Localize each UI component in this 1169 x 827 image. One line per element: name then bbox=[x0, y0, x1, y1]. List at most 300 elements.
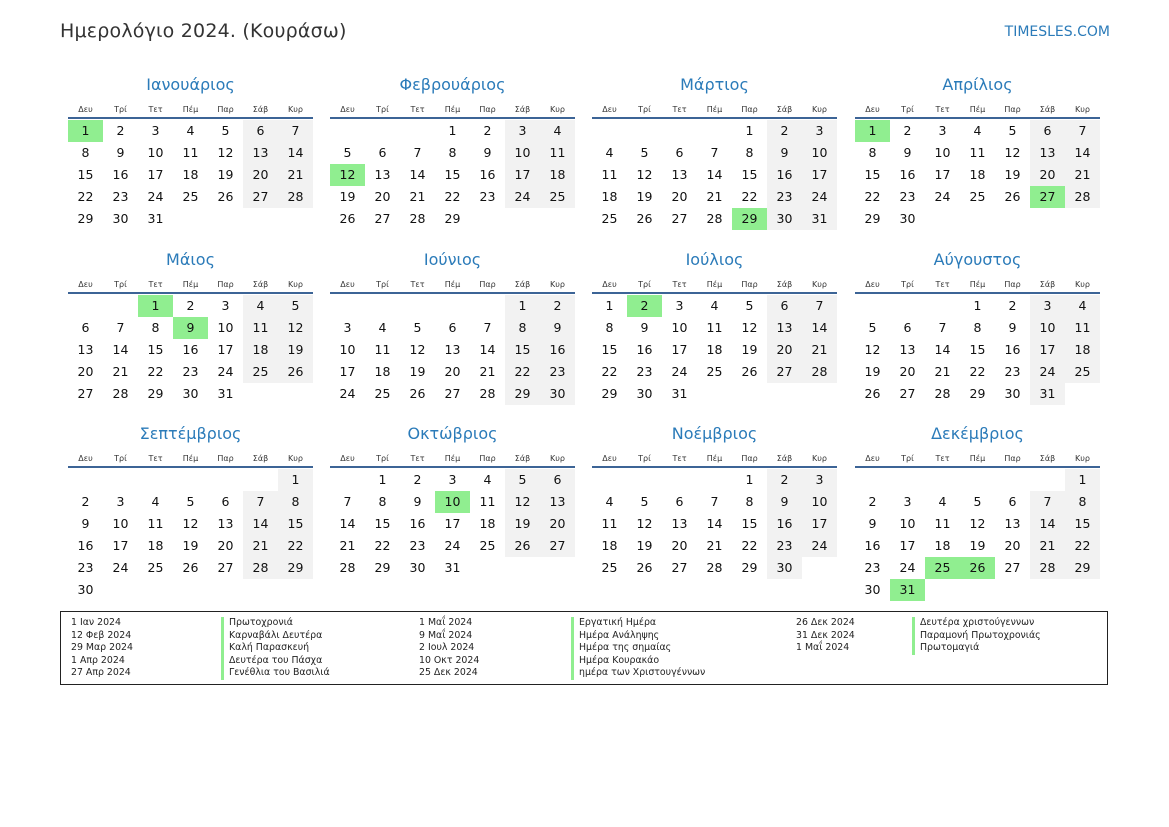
holiday-day-cell: 1 bbox=[855, 120, 890, 142]
day-cell: 14 bbox=[1065, 142, 1100, 164]
weekday-label: Τετ bbox=[148, 280, 163, 289]
day-cell: 20 bbox=[374, 189, 391, 204]
day-cell: 19 bbox=[505, 513, 540, 535]
day-cell: 17 bbox=[802, 164, 837, 186]
weekday-label: Τρί bbox=[638, 280, 651, 289]
day-cell: 24 bbox=[899, 560, 916, 575]
weekday-label: Πέμ bbox=[444, 280, 461, 289]
day-cell: 30 bbox=[767, 208, 802, 230]
day-cell: 15 bbox=[601, 342, 618, 357]
day-cell: 28 bbox=[243, 557, 278, 579]
weekday-label: Σάβ bbox=[252, 280, 269, 289]
legend-dates-3 bbox=[796, 617, 855, 655]
holiday-day-cell: 10 bbox=[435, 491, 470, 513]
weekday-header bbox=[855, 271, 1100, 294]
day-cell: 11 bbox=[540, 142, 575, 164]
day-cell: 14 bbox=[409, 167, 426, 182]
day-cell: 16 bbox=[864, 538, 881, 553]
day-cell: 3 bbox=[505, 120, 540, 142]
days-grid bbox=[330, 120, 575, 230]
weekday-label: Δευ bbox=[602, 280, 617, 289]
day-cell: 19 bbox=[217, 167, 234, 182]
day-cell: 16 bbox=[182, 342, 199, 357]
day-cell: 19 bbox=[278, 339, 313, 361]
month-name: Οκτώβριος bbox=[407, 424, 498, 443]
day-cell: 7 bbox=[243, 491, 278, 513]
days-grid bbox=[855, 295, 1100, 405]
day-cell: 3 bbox=[938, 123, 947, 138]
weekday-label: Σάβ bbox=[514, 454, 531, 463]
day-cell: 14 bbox=[706, 167, 723, 182]
day-cell: 30 bbox=[182, 386, 199, 401]
day-cell: 7 bbox=[278, 120, 313, 142]
holiday-legend bbox=[60, 611, 1108, 685]
month-name: Μάιος bbox=[166, 250, 215, 269]
day-cell: 23 bbox=[864, 560, 881, 575]
day-cell: 6 bbox=[767, 295, 802, 317]
weekday-label: Τρί bbox=[901, 105, 914, 114]
weekday-header bbox=[592, 271, 837, 294]
day-cell: 14 bbox=[802, 317, 837, 339]
day-cell: 16 bbox=[77, 538, 94, 553]
day-cell: 22 bbox=[444, 189, 461, 204]
day-cell: 26 bbox=[182, 560, 199, 575]
day-cell: 23 bbox=[1004, 364, 1021, 379]
legend-date: 1 Μαΐ 2024 bbox=[796, 642, 850, 654]
legend-holiday-name: Γενέθλια του Βασιλιά bbox=[221, 667, 330, 680]
day-cell: 21 bbox=[409, 189, 426, 204]
day-cell: 3 bbox=[448, 472, 457, 487]
weekday-label: Τετ bbox=[148, 454, 163, 463]
day-cell: 17 bbox=[802, 513, 837, 535]
day-cell: 27 bbox=[77, 386, 94, 401]
weekday-label: Πέμ bbox=[182, 280, 199, 289]
day-cell: 29 bbox=[77, 211, 94, 226]
day-cell: 10 bbox=[339, 342, 356, 357]
day-cell: 4 bbox=[540, 120, 575, 142]
weekday-label: Παρ bbox=[479, 280, 496, 289]
day-cell: 15 bbox=[147, 342, 164, 357]
day-cell: 29 bbox=[278, 557, 313, 579]
day-cell: 25 bbox=[540, 186, 575, 208]
day-cell: 29 bbox=[741, 560, 758, 575]
day-cell: 27 bbox=[767, 361, 802, 383]
empty-cell bbox=[890, 469, 925, 491]
day-cell: 21 bbox=[243, 535, 278, 557]
day-cell: 20 bbox=[243, 164, 278, 186]
day-cell: 27 bbox=[671, 211, 688, 226]
day-cell: 11 bbox=[374, 342, 391, 357]
day-cell: 15 bbox=[374, 516, 391, 531]
day-cell: 7 bbox=[938, 320, 947, 335]
day-cell: 7 bbox=[802, 295, 837, 317]
legend-date: 12 Φεβ 2024 bbox=[71, 629, 132, 641]
days-grid bbox=[330, 469, 575, 579]
day-cell: 11 bbox=[601, 516, 618, 531]
day-cell: 12 bbox=[741, 320, 758, 335]
day-cell: 28 bbox=[1065, 186, 1100, 208]
holiday-day-cell: 26 bbox=[960, 557, 995, 579]
day-cell: 13 bbox=[444, 342, 461, 357]
day-cell: 11 bbox=[243, 317, 278, 339]
day-cell: 31 bbox=[147, 211, 164, 226]
day-cell: 23 bbox=[182, 364, 199, 379]
weekday-label: Παρ bbox=[1004, 280, 1021, 289]
empty-cell bbox=[68, 295, 103, 317]
weekday-label: Τρί bbox=[376, 280, 389, 289]
empty-cell bbox=[890, 295, 925, 317]
empty-cell bbox=[243, 469, 278, 491]
day-cell: 24 bbox=[147, 189, 164, 204]
day-cell: 2 bbox=[186, 298, 195, 313]
empty-cell bbox=[592, 469, 627, 491]
day-cell: 20 bbox=[444, 364, 461, 379]
day-cell: 20 bbox=[1030, 164, 1065, 186]
weekday-label: Πέμ bbox=[969, 105, 986, 114]
empty-cell bbox=[1030, 469, 1065, 491]
day-cell: 10 bbox=[934, 145, 951, 160]
weekday-label: Παρ bbox=[1004, 105, 1021, 114]
day-cell: 22 bbox=[864, 189, 881, 204]
day-cell: 26 bbox=[339, 211, 356, 226]
month-block bbox=[855, 423, 1100, 601]
day-cell: 26 bbox=[636, 211, 653, 226]
legend-date: 29 Μαρ 2024 bbox=[71, 642, 133, 654]
day-cell: 28 bbox=[934, 386, 951, 401]
weekday-label: Σάβ bbox=[514, 105, 531, 114]
day-cell: 2 bbox=[1008, 298, 1017, 313]
day-cell: 16 bbox=[636, 342, 653, 357]
day-cell: 20 bbox=[77, 364, 94, 379]
day-cell: 5 bbox=[973, 494, 982, 509]
day-cell: 30 bbox=[636, 386, 653, 401]
day-cell: 5 bbox=[505, 469, 540, 491]
weekday-label: Παρ bbox=[479, 454, 496, 463]
day-cell: 6 bbox=[81, 320, 90, 335]
legend-holiday-name: ημέρα των Χριστουγέννων bbox=[571, 667, 705, 680]
weekday-header bbox=[68, 271, 313, 294]
empty-cell bbox=[470, 295, 505, 317]
day-cell: 15 bbox=[969, 342, 986, 357]
day-cell: 28 bbox=[802, 361, 837, 383]
day-cell: 6 bbox=[903, 320, 912, 335]
day-cell: 11 bbox=[479, 494, 496, 509]
day-cell: 8 bbox=[973, 320, 982, 335]
day-cell: 12 bbox=[505, 491, 540, 513]
empty-cell bbox=[330, 469, 365, 491]
day-cell: 1 bbox=[745, 472, 754, 487]
month-block bbox=[592, 249, 837, 405]
day-cell: 11 bbox=[934, 516, 951, 531]
month-name: Φεβρουάριος bbox=[399, 75, 506, 94]
day-cell: 8 bbox=[378, 494, 387, 509]
day-cell: 31 bbox=[671, 386, 688, 401]
day-cell: 16 bbox=[409, 516, 426, 531]
weekday-label: Δευ bbox=[602, 454, 617, 463]
day-cell: 5 bbox=[1008, 123, 1017, 138]
day-cell: 19 bbox=[409, 364, 426, 379]
day-cell: 18 bbox=[969, 167, 986, 182]
day-cell: 6 bbox=[221, 494, 230, 509]
day-cell: 6 bbox=[1030, 120, 1065, 142]
day-cell: 17 bbox=[112, 538, 129, 553]
day-cell: 27 bbox=[217, 560, 234, 575]
day-cell: 11 bbox=[969, 145, 986, 160]
day-cell: 5 bbox=[640, 145, 649, 160]
day-cell: 8 bbox=[868, 145, 877, 160]
weekday-label: Κυρ bbox=[550, 105, 565, 114]
day-cell: 30 bbox=[540, 383, 575, 405]
day-cell: 21 bbox=[706, 189, 723, 204]
day-cell: 10 bbox=[112, 516, 129, 531]
legend-date: 25 Δεκ 2024 bbox=[419, 667, 478, 679]
weekday-label: Τετ bbox=[672, 454, 687, 463]
legend-holiday-name: Ημέρα της σημαίας bbox=[571, 642, 705, 655]
legend-date: 1 Ιαν 2024 bbox=[71, 617, 121, 628]
day-cell: 27 bbox=[1004, 560, 1021, 575]
holiday-day-cell: 25 bbox=[925, 557, 960, 579]
day-cell: 24 bbox=[934, 189, 951, 204]
legend-holiday-name: Ημέρα Ανάληψης bbox=[571, 630, 705, 643]
weekday-label: Παρ bbox=[741, 105, 758, 114]
day-cell: 18 bbox=[243, 339, 278, 361]
day-cell: 25 bbox=[374, 386, 391, 401]
day-cell: 12 bbox=[217, 145, 234, 160]
day-cell: 15 bbox=[741, 167, 758, 182]
day-cell: 7 bbox=[116, 320, 125, 335]
day-cell: 11 bbox=[147, 516, 164, 531]
weekday-label: Σάβ bbox=[1039, 280, 1056, 289]
legend-holiday-name: Ημέρα Κουρακάο bbox=[571, 655, 705, 668]
day-cell: 31 bbox=[217, 386, 234, 401]
day-cell: 4 bbox=[1065, 295, 1100, 317]
day-cell: 31 bbox=[802, 208, 837, 230]
empty-cell bbox=[365, 120, 400, 142]
day-cell: 29 bbox=[864, 211, 881, 226]
day-cell: 4 bbox=[378, 320, 387, 335]
day-cell: 15 bbox=[505, 339, 540, 361]
holiday-day-cell: 27 bbox=[1030, 186, 1065, 208]
weekday-label: Σάβ bbox=[776, 280, 793, 289]
day-cell: 2 bbox=[413, 472, 422, 487]
weekday-label: Τετ bbox=[410, 280, 425, 289]
day-cell: 25 bbox=[479, 538, 496, 553]
day-cell: 27 bbox=[899, 386, 916, 401]
day-cell: 1 bbox=[505, 295, 540, 317]
day-cell: 16 bbox=[767, 164, 802, 186]
month-block bbox=[330, 74, 575, 230]
weekday-label: Τετ bbox=[935, 280, 950, 289]
day-cell: 16 bbox=[112, 167, 129, 182]
day-cell: 4 bbox=[483, 472, 492, 487]
day-cell: 29 bbox=[969, 386, 986, 401]
day-cell: 26 bbox=[278, 361, 313, 383]
day-cell: 23 bbox=[636, 364, 653, 379]
day-cell: 6 bbox=[378, 145, 387, 160]
weekday-label: Κυρ bbox=[812, 105, 827, 114]
month-block bbox=[68, 74, 313, 230]
day-cell: 16 bbox=[479, 167, 496, 182]
weekday-label: Κυρ bbox=[550, 280, 565, 289]
day-cell: 13 bbox=[243, 142, 278, 164]
legend-names-3 bbox=[912, 617, 1041, 655]
day-cell: 15 bbox=[444, 167, 461, 182]
day-cell: 28 bbox=[112, 386, 129, 401]
day-cell: 3 bbox=[903, 494, 912, 509]
site-brand-link[interactable]: TIMESLES.COM bbox=[1004, 24, 1110, 40]
legend-holiday-name: Καρναβάλι Δευτέρα bbox=[221, 630, 330, 643]
day-cell: 17 bbox=[217, 342, 234, 357]
legend-date: 10 Οκτ 2024 bbox=[419, 654, 480, 666]
day-cell: 30 bbox=[77, 582, 94, 597]
weekday-label: Κυρ bbox=[550, 454, 565, 463]
weekday-label: Πέμ bbox=[182, 454, 199, 463]
day-cell: 10 bbox=[802, 142, 837, 164]
weekday-label: Κυρ bbox=[812, 280, 827, 289]
empty-cell bbox=[365, 295, 400, 317]
day-cell: 9 bbox=[868, 516, 877, 531]
day-cell: 9 bbox=[903, 145, 912, 160]
day-cell: 6 bbox=[448, 320, 457, 335]
day-cell: 19 bbox=[969, 538, 986, 553]
day-cell: 22 bbox=[1065, 535, 1100, 557]
day-cell: 8 bbox=[505, 317, 540, 339]
days-grid bbox=[68, 295, 313, 405]
day-cell: 28 bbox=[1030, 557, 1065, 579]
day-cell: 7 bbox=[483, 320, 492, 335]
day-cell: 8 bbox=[1065, 491, 1100, 513]
weekday-label: Πέμ bbox=[969, 280, 986, 289]
day-cell: 25 bbox=[706, 364, 723, 379]
weekday-label: Σάβ bbox=[252, 105, 269, 114]
month-name: Αύγουστος bbox=[933, 250, 1022, 269]
empty-cell bbox=[627, 469, 662, 491]
day-cell: 12 bbox=[864, 342, 881, 357]
day-cell: 12 bbox=[409, 342, 426, 357]
weekday-label: Τετ bbox=[935, 105, 950, 114]
day-cell: 18 bbox=[182, 167, 199, 182]
day-cell: 17 bbox=[339, 364, 356, 379]
weekday-label: Σάβ bbox=[1039, 105, 1056, 114]
empty-cell bbox=[697, 120, 732, 142]
legend-holiday-name: Εργατική Ημέρα bbox=[571, 617, 705, 630]
legend-holiday-name: Δευτέρα του Πάσχα bbox=[221, 655, 330, 668]
day-cell: 19 bbox=[636, 189, 653, 204]
weekday-header bbox=[855, 445, 1100, 468]
day-cell: 10 bbox=[802, 491, 837, 513]
day-cell: 3 bbox=[802, 120, 837, 142]
day-cell: 21 bbox=[479, 364, 496, 379]
weekday-header bbox=[68, 96, 313, 119]
weekday-label: Πέμ bbox=[969, 454, 986, 463]
empty-cell bbox=[400, 120, 435, 142]
day-cell: 29 bbox=[1065, 557, 1100, 579]
month-name: Ιούλιος bbox=[685, 250, 744, 269]
weekday-label: Κυρ bbox=[288, 280, 303, 289]
day-cell: 4 bbox=[973, 123, 982, 138]
legend-names-2 bbox=[571, 617, 705, 680]
day-cell: 18 bbox=[601, 538, 618, 553]
day-cell: 19 bbox=[339, 189, 356, 204]
day-cell: 5 bbox=[221, 123, 230, 138]
day-cell: 11 bbox=[706, 320, 723, 335]
weekday-label: Τετ bbox=[410, 454, 425, 463]
day-cell: 19 bbox=[741, 342, 758, 357]
day-cell: 14 bbox=[339, 516, 356, 531]
legend-dates-2 bbox=[419, 617, 479, 680]
holiday-day-cell: 31 bbox=[890, 579, 925, 601]
day-cell: 12 bbox=[636, 516, 653, 531]
day-cell: 13 bbox=[540, 491, 575, 513]
day-cell: 30 bbox=[112, 211, 129, 226]
weekday-label: Παρ bbox=[1004, 454, 1021, 463]
weekday-label: Δευ bbox=[340, 454, 355, 463]
day-cell: 6 bbox=[243, 120, 278, 142]
days-grid bbox=[592, 469, 837, 579]
day-cell: 4 bbox=[186, 123, 195, 138]
day-cell: 24 bbox=[339, 386, 356, 401]
day-cell: 4 bbox=[151, 494, 160, 509]
day-cell: 21 bbox=[278, 164, 313, 186]
day-cell: 7 bbox=[1065, 120, 1100, 142]
days-grid bbox=[330, 295, 575, 405]
weekday-label: Τρί bbox=[376, 105, 389, 114]
day-cell: 21 bbox=[1030, 535, 1065, 557]
weekday-label: Πέμ bbox=[706, 280, 723, 289]
day-cell: 23 bbox=[767, 186, 802, 208]
empty-cell bbox=[68, 469, 103, 491]
day-cell: 3 bbox=[1030, 295, 1065, 317]
weekday-label: Δευ bbox=[602, 105, 617, 114]
day-cell: 21 bbox=[934, 364, 951, 379]
legend-holiday-name: Παραμονή Πρωτοχρονιάς bbox=[912, 630, 1041, 643]
day-cell: 23 bbox=[77, 560, 94, 575]
month-block bbox=[330, 249, 575, 405]
day-cell: 22 bbox=[505, 361, 540, 383]
day-cell: 28 bbox=[409, 211, 426, 226]
weekday-label: Τρί bbox=[114, 105, 127, 114]
day-cell: 17 bbox=[505, 164, 540, 186]
weekday-label: Παρ bbox=[217, 280, 234, 289]
weekday-label: Παρ bbox=[217, 105, 234, 114]
day-cell: 2 bbox=[903, 123, 912, 138]
day-cell: 5 bbox=[413, 320, 422, 335]
day-cell: 28 bbox=[706, 211, 723, 226]
weekday-label: Δευ bbox=[865, 454, 880, 463]
empty-cell bbox=[208, 469, 243, 491]
day-cell: 1 bbox=[448, 123, 457, 138]
day-cell: 5 bbox=[745, 298, 754, 313]
weekday-label: Δευ bbox=[340, 105, 355, 114]
day-cell: 9 bbox=[767, 142, 802, 164]
legend-holiday-name: Καλή Παρασκευή bbox=[221, 642, 330, 655]
day-cell: 10 bbox=[147, 145, 164, 160]
day-cell: 18 bbox=[706, 342, 723, 357]
weekday-label: Δευ bbox=[78, 105, 93, 114]
day-cell: 15 bbox=[741, 516, 758, 531]
legend-date: 1 Απρ 2024 bbox=[71, 654, 125, 666]
day-cell: 4 bbox=[938, 494, 947, 509]
month-block bbox=[592, 423, 837, 579]
day-cell: 28 bbox=[339, 560, 356, 575]
day-cell: 26 bbox=[864, 386, 881, 401]
day-cell: 14 bbox=[243, 513, 278, 535]
day-cell: 7 bbox=[1030, 491, 1065, 513]
legend-date: 9 Μαΐ 2024 bbox=[419, 629, 473, 641]
day-cell: 23 bbox=[409, 538, 426, 553]
month-block bbox=[330, 423, 575, 579]
legend-date: 1 Μαΐ 2024 bbox=[419, 617, 473, 628]
